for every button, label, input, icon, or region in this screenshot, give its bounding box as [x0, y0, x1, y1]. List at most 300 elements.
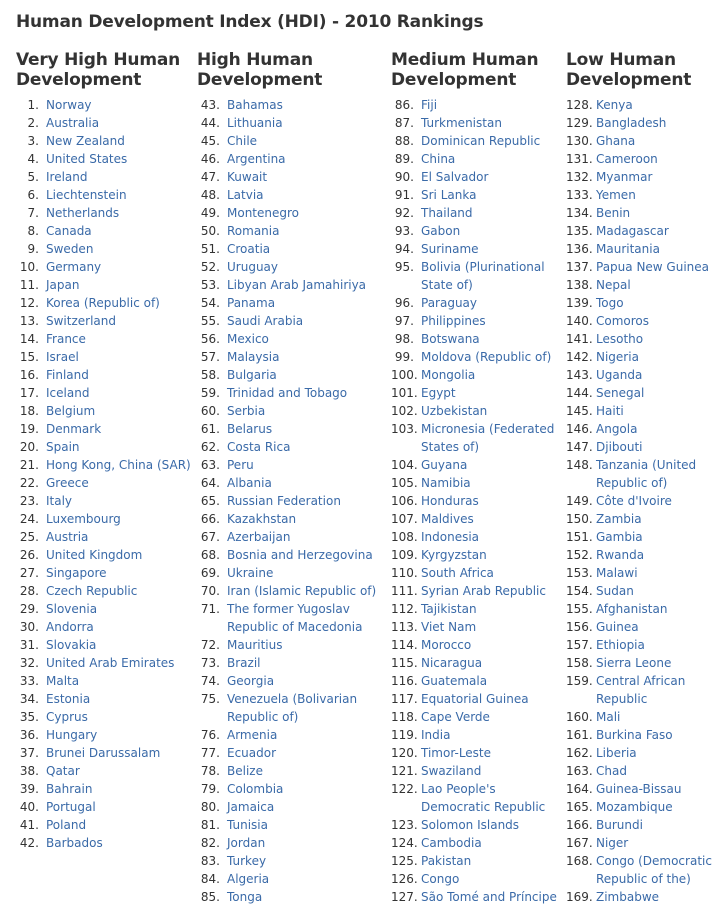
list-item	[197, 546, 389, 564]
country-link[interactable]: Dominican Republic	[421, 134, 541, 148]
country-link[interactable]: Andorra	[46, 620, 94, 634]
rank-number: 37.	[19, 746, 39, 760]
rank-number: 12.	[19, 296, 39, 310]
country-link[interactable]: Tanzania (United Republic of)	[596, 458, 697, 490]
country-link[interactable]: Botswana	[421, 332, 480, 346]
country-link[interactable]: Lao People's Democratic Republic	[421, 782, 546, 814]
country-link[interactable]: Ecuador	[227, 746, 277, 760]
country-link[interactable]: Malta	[46, 674, 80, 688]
country-link[interactable]: Italy	[46, 494, 73, 508]
country-link[interactable]: Iceland	[46, 386, 90, 400]
rank-number: 153.	[566, 566, 593, 580]
country-link[interactable]: Togo	[596, 296, 624, 310]
rank-number: 167.	[566, 836, 593, 850]
rank-number: 81.	[200, 818, 220, 832]
rank-number: 85.	[200, 890, 220, 904]
rank-number: 138.	[566, 278, 593, 292]
list-item	[566, 744, 716, 762]
rank-number: 32.	[19, 656, 39, 670]
country-link[interactable]: New Zealand	[46, 134, 125, 148]
rank-number: 10.	[19, 260, 39, 274]
country-link[interactable]: Afghanistan	[596, 602, 668, 616]
rank-number: 98.	[394, 332, 414, 346]
country-link[interactable]: Niger	[596, 836, 629, 850]
country-link[interactable]: Russian Federation	[227, 494, 341, 508]
rank-number: 27.	[19, 566, 39, 580]
country-link[interactable]: Uganda	[596, 368, 643, 382]
rank-number: 90.	[394, 170, 414, 184]
country-link[interactable]: Equatorial Guinea	[421, 692, 529, 706]
list-item	[391, 654, 565, 672]
rank-number: 84.	[200, 872, 220, 886]
country-link[interactable]: Nigeria	[596, 350, 639, 364]
list-item	[391, 852, 565, 870]
country-link[interactable]: Guatemala	[421, 674, 488, 688]
rank-number: 43.	[200, 98, 220, 112]
list-item	[197, 636, 389, 654]
country-link[interactable]: Greece	[46, 476, 89, 490]
country-link[interactable]: Sudan	[596, 584, 634, 598]
column-heading: High Human Development	[197, 50, 323, 90]
rank-number: 142.	[566, 350, 593, 364]
list-item	[16, 546, 194, 564]
country-link[interactable]: Bolivia (Plurinational State of)	[421, 260, 545, 292]
country-link[interactable]: Lesotho	[596, 332, 644, 346]
list-item	[197, 402, 389, 420]
country-link[interactable]: Spain	[46, 440, 80, 454]
country-link[interactable]: Viet Nam	[421, 620, 477, 634]
rank-number: 155.	[566, 602, 593, 616]
rank-number: 102.	[391, 404, 418, 418]
country-link[interactable]: France	[46, 332, 86, 346]
country-link[interactable]: India	[421, 728, 451, 742]
country-link[interactable]: China	[421, 152, 456, 166]
country-link[interactable]: Serbia	[227, 404, 266, 418]
country-link[interactable]: Ukraine	[227, 566, 274, 580]
country-link[interactable]: Liberia	[596, 746, 637, 760]
country-link[interactable]: Czech Republic	[46, 584, 138, 598]
country-link[interactable]: Qatar	[46, 764, 80, 778]
country-link[interactable]: Georgia	[227, 674, 275, 688]
country-link[interactable]: Turkey	[227, 854, 267, 868]
rank-number: 116.	[391, 674, 418, 688]
country-link[interactable]: Bosnia and Herzegovina	[227, 548, 373, 562]
list-item	[16, 636, 194, 654]
country-link[interactable]: Canada	[46, 224, 92, 238]
list-item	[391, 204, 565, 222]
country-link[interactable]: Slovenia	[46, 602, 98, 616]
country-link[interactable]: Solomon Islands	[421, 818, 520, 832]
list-item	[566, 312, 716, 330]
country-link[interactable]: Libyan Arab Jamahiriya	[227, 278, 367, 292]
list-item	[566, 654, 716, 672]
list-item	[391, 870, 565, 888]
country-link[interactable]: Armenia	[227, 728, 278, 742]
country-link[interactable]: Yemen	[596, 188, 636, 202]
country-link[interactable]: Sierra Leone	[596, 656, 672, 670]
rank-number: 93.	[394, 224, 414, 238]
list-item	[197, 582, 389, 600]
country-link[interactable]: Azerbaijan	[227, 530, 291, 544]
rank-number: 64.	[200, 476, 220, 490]
country-link[interactable]: Latvia	[227, 188, 264, 202]
country-link[interactable]: Saudi Arabia	[227, 314, 304, 328]
country-link[interactable]: Comoros	[596, 314, 650, 328]
country-link[interactable]: Zambia	[596, 512, 642, 526]
country-link[interactable]: Algeria	[227, 872, 270, 886]
country-link[interactable]: Luxembourg	[46, 512, 121, 526]
country-link[interactable]: Mozambique	[596, 800, 673, 814]
rank-number: 42.	[19, 836, 39, 850]
country-link[interactable]: Madagascar	[596, 224, 669, 238]
list-item	[566, 420, 716, 438]
country-link[interactable]: South Africa	[421, 566, 494, 580]
country-link[interactable]: Benin	[596, 206, 631, 220]
rank-number: 23.	[19, 494, 39, 508]
country-link[interactable]: Uruguay	[227, 260, 278, 274]
rank-number: 87.	[394, 116, 414, 130]
rank-number: 33.	[19, 674, 39, 688]
list-item	[197, 240, 389, 258]
country-link[interactable]: Gambia	[596, 530, 643, 544]
rank-number: 60.	[200, 404, 220, 418]
country-link[interactable]: Gabon	[421, 224, 461, 238]
country-link[interactable]: Belarus	[227, 422, 273, 436]
country-link[interactable]: Sweden	[46, 242, 94, 256]
rank-number: 134.	[566, 206, 593, 220]
country-link[interactable]: Liechtenstein	[46, 188, 127, 202]
country-link[interactable]: Mexico	[227, 332, 269, 346]
country-link[interactable]: Denmark	[46, 422, 102, 436]
country-link[interactable]: Micronesia (Federated States of)	[421, 422, 555, 454]
country-link[interactable]: Egypt	[421, 386, 456, 400]
country-link[interactable]: Bahamas	[227, 98, 283, 112]
list-item	[16, 366, 194, 384]
column-low	[566, 50, 716, 906]
country-link[interactable]: Trinidad and Tobago	[227, 386, 348, 400]
country-link[interactable]: Paraguay	[421, 296, 478, 310]
country-link[interactable]: Kenya	[596, 98, 633, 112]
list-item	[391, 636, 565, 654]
country-link[interactable]: Albania	[227, 476, 272, 490]
list-item	[391, 186, 565, 204]
country-link[interactable]: Maldives	[421, 512, 474, 526]
country-link[interactable]: Jordan	[227, 836, 266, 850]
country-link[interactable]: Norway	[46, 98, 92, 112]
list-item	[566, 276, 716, 294]
country-link[interactable]: Tunisia	[227, 818, 268, 832]
country-link[interactable]: Tonga	[227, 890, 263, 904]
rank-number: 45.	[200, 134, 220, 148]
list-item	[391, 240, 565, 258]
list-item	[16, 510, 194, 528]
country-link[interactable]: Rwanda	[596, 548, 645, 562]
rank-number: 17.	[19, 386, 39, 400]
country-link[interactable]: Myanmar	[596, 170, 653, 184]
list-item	[566, 348, 716, 366]
country-link[interactable]: Panama	[227, 296, 276, 310]
rank-number: 30.	[19, 620, 39, 634]
country-link[interactable]: Philippines	[421, 314, 486, 328]
list-item	[566, 150, 716, 168]
list-item	[16, 528, 194, 546]
country-link[interactable]: Austria	[46, 530, 89, 544]
rank-number: 83.	[200, 854, 220, 868]
list-item	[16, 438, 194, 456]
list-item	[566, 168, 716, 186]
country-link[interactable]: Cyprus	[46, 710, 88, 724]
country-link[interactable]: Bangladesh	[596, 116, 667, 130]
list-item	[197, 366, 389, 384]
country-link[interactable]: United Kingdom	[46, 548, 143, 562]
country-link[interactable]: Israel	[46, 350, 79, 364]
country-link[interactable]: Thailand	[421, 206, 473, 220]
rank-number: 136.	[566, 242, 593, 256]
column-heading: Medium Human Development	[391, 50, 539, 90]
rank-number: 110.	[391, 566, 418, 580]
rank-number: 65.	[200, 494, 220, 508]
rank-number: 57.	[200, 350, 220, 364]
list-item	[16, 168, 194, 186]
list-item	[197, 438, 389, 456]
list-item	[197, 600, 389, 636]
list-item	[16, 654, 194, 672]
country-link[interactable]: Chad	[596, 764, 627, 778]
rank-number: 59.	[200, 386, 220, 400]
list-item	[16, 240, 194, 258]
rank-number: 62.	[200, 440, 220, 454]
country-link[interactable]: Uzbekistan	[421, 404, 488, 418]
list-item	[566, 384, 716, 402]
country-link[interactable]: Nicaragua	[421, 656, 483, 670]
country-link[interactable]: Korea (Republic of)	[46, 296, 160, 310]
country-link[interactable]: Switzerland	[46, 314, 116, 328]
list-item	[566, 780, 716, 798]
country-link[interactable]: Cameroon	[596, 152, 658, 166]
country-link[interactable]: Malaysia	[227, 350, 280, 364]
rank-number: 28.	[19, 584, 39, 598]
country-link[interactable]: Central African Republic	[596, 674, 686, 706]
country-link[interactable]: Kuwait	[227, 170, 268, 184]
list-item	[16, 600, 194, 618]
country-link[interactable]: United States	[46, 152, 128, 166]
list-item	[391, 294, 565, 312]
country-link[interactable]: Moldova (Republic of)	[421, 350, 552, 364]
country-link[interactable]: Hong Kong, China (SAR)	[46, 458, 191, 472]
rank-number: 69.	[200, 566, 220, 580]
rank-number: 119.	[391, 728, 418, 742]
country-link[interactable]: United Arab Emirates	[46, 656, 175, 670]
country-link[interactable]: Barbados	[46, 836, 103, 850]
rank-number: 3.	[27, 134, 39, 148]
country-link[interactable]: Singapore	[46, 566, 107, 580]
country-link[interactable]: Mali	[596, 710, 621, 724]
country-link[interactable]: Guyana	[421, 458, 468, 472]
country-link[interactable]: Belgium	[46, 404, 96, 418]
rank-number: 150.	[566, 512, 593, 526]
rank-number: 4.	[27, 152, 39, 166]
column-medium	[391, 50, 565, 906]
rank-number: 159.	[566, 674, 593, 688]
country-link[interactable]: Malawi	[596, 566, 638, 580]
list-item	[391, 168, 565, 186]
country-link[interactable]: Cape Verde	[421, 710, 490, 724]
rank-number: 127.	[391, 890, 418, 904]
country-link[interactable]: Nepal	[596, 278, 631, 292]
country-link[interactable]: Syrian Arab Republic	[421, 584, 546, 598]
list-item	[391, 726, 565, 744]
rank-number: 115.	[391, 656, 418, 670]
list-item	[197, 258, 389, 276]
country-link[interactable]: Suriname	[421, 242, 479, 256]
country-link[interactable]: Papua New Guinea	[596, 260, 710, 274]
country-link[interactable]: Ethiopia	[596, 638, 645, 652]
rank-number: 56.	[200, 332, 220, 346]
list-item	[566, 834, 716, 852]
list-item	[16, 96, 194, 114]
country-link[interactable]: Australia	[46, 116, 100, 130]
country-link[interactable]: Lithuania	[227, 116, 283, 130]
country-link[interactable]: El Salvador	[421, 170, 489, 184]
country-link[interactable]: Japan	[46, 278, 80, 292]
list-item	[391, 222, 565, 240]
rank-number: 77.	[200, 746, 220, 760]
rank-number: 89.	[394, 152, 414, 166]
country-link[interactable]: Senegal	[596, 386, 645, 400]
country-link[interactable]: Swaziland	[421, 764, 482, 778]
country-link[interactable]: Mauritius	[227, 638, 283, 652]
country-link[interactable]: Kazakhstan	[227, 512, 297, 526]
country-link[interactable]: Estonia	[46, 692, 91, 706]
list-item	[391, 402, 565, 420]
country-link[interactable]: Montenegro	[227, 206, 300, 220]
country-link[interactable]: Burundi	[596, 818, 643, 832]
country-link[interactable]: Ghana	[596, 134, 636, 148]
list-item	[566, 852, 716, 888]
country-link[interactable]: Finland	[46, 368, 89, 382]
rank-number: 103.	[391, 422, 418, 436]
country-link[interactable]: Iran (Islamic Republic of)	[227, 584, 377, 598]
list-item	[197, 114, 389, 132]
country-link[interactable]: Germany	[46, 260, 102, 274]
list-item	[566, 492, 716, 510]
country-link[interactable]: Belize	[227, 764, 263, 778]
country-link[interactable]: Chile	[227, 134, 258, 148]
list-item	[197, 96, 389, 114]
country-link[interactable]: Guinea	[596, 620, 639, 634]
country-link[interactable]: Pakistan	[421, 854, 472, 868]
list-item	[391, 834, 565, 852]
list-item	[391, 474, 565, 492]
country-link[interactable]: The former Yugoslav Republic of Macedonia	[227, 602, 363, 634]
country-link[interactable]: Colombia	[227, 782, 284, 796]
rank-number: 140.	[566, 314, 593, 328]
country-link[interactable]: Costa Rica	[227, 440, 291, 454]
country-link[interactable]: Bulgaria	[227, 368, 277, 382]
country-link[interactable]: Guinea-Bissau	[596, 782, 682, 796]
country-link[interactable]: Djibouti	[596, 440, 643, 454]
rank-number: 24.	[19, 512, 39, 526]
list-item	[197, 150, 389, 168]
country-link[interactable]: Venezuela (Bolivarian Republic of)	[227, 692, 358, 724]
country-link[interactable]: Brazil	[227, 656, 261, 670]
country-link[interactable]: Mongolia	[421, 368, 476, 382]
country-link[interactable]: Congo (Democratic Republic of the)	[596, 854, 712, 886]
list-item	[566, 618, 716, 636]
rank-number: 15.	[19, 350, 39, 364]
country-link[interactable]: Turkmenistan	[421, 116, 502, 130]
country-link[interactable]: Jamaica	[227, 800, 275, 814]
country-link[interactable]: Tajikistan	[421, 602, 477, 616]
country-link[interactable]: Côte d'Ivoire	[596, 494, 672, 508]
list-item	[16, 258, 194, 276]
country-link[interactable]: Poland	[46, 818, 87, 832]
country-link[interactable]: Slovakia	[46, 638, 97, 652]
country-link[interactable]: Argentina	[227, 152, 286, 166]
rank-number: 91.	[394, 188, 414, 202]
list-item	[16, 744, 194, 762]
country-link[interactable]: Namibia	[421, 476, 471, 490]
country-link[interactable]: Timor-Leste	[421, 746, 492, 760]
rank-number: 14.	[19, 332, 39, 346]
country-link[interactable]: Honduras	[421, 494, 479, 508]
country-link[interactable]: Romania	[227, 224, 280, 238]
country-link[interactable]: Bahrain	[46, 782, 93, 796]
rank-number: 2.	[27, 116, 39, 130]
country-link[interactable]: São Tomé and Príncipe	[421, 890, 557, 904]
country-link[interactable]: Burkina Faso	[596, 728, 673, 742]
country-link[interactable]: Croatia	[227, 242, 271, 256]
country-link[interactable]: Sri Lanka	[421, 188, 477, 202]
country-link[interactable]: Angola	[596, 422, 638, 436]
list-item	[197, 204, 389, 222]
country-link[interactable]: Brunei Darussalam	[46, 746, 161, 760]
list-item	[16, 132, 194, 150]
country-link[interactable]: Ireland	[46, 170, 88, 184]
list-item	[197, 870, 389, 888]
rank-number: 120.	[391, 746, 418, 760]
list-item	[566, 816, 716, 834]
list-item	[16, 618, 194, 636]
country-link[interactable]: Haiti	[596, 404, 624, 418]
country-link[interactable]: Mauritania	[596, 242, 660, 256]
country-link[interactable]: Netherlands	[46, 206, 120, 220]
country-link[interactable]: Zimbabwe	[596, 890, 660, 904]
list-item	[566, 546, 716, 564]
rank-number: 22.	[19, 476, 39, 490]
country-link[interactable]: Cambodia	[421, 836, 482, 850]
country-link[interactable]: Hungary	[46, 728, 98, 742]
country-link[interactable]: Congo	[421, 872, 460, 886]
rank-number: 49.	[200, 206, 220, 220]
list-item	[16, 186, 194, 204]
list-item	[197, 762, 389, 780]
rank-number: 145.	[566, 404, 593, 418]
country-link[interactable]: Peru	[227, 458, 254, 472]
country-link[interactable]: Morocco	[421, 638, 472, 652]
country-link[interactable]: Portugal	[46, 800, 96, 814]
list-item	[197, 222, 389, 240]
country-link[interactable]: Fiji	[421, 98, 438, 112]
rank-number: 154.	[566, 584, 593, 598]
list-item	[566, 186, 716, 204]
country-link[interactable]: Indonesia	[421, 530, 480, 544]
list-item	[391, 564, 565, 582]
country-link[interactable]: Kyrgyzstan	[421, 548, 487, 562]
list-item	[16, 834, 194, 852]
list-item	[16, 420, 194, 438]
rank-number: 29.	[19, 602, 39, 616]
